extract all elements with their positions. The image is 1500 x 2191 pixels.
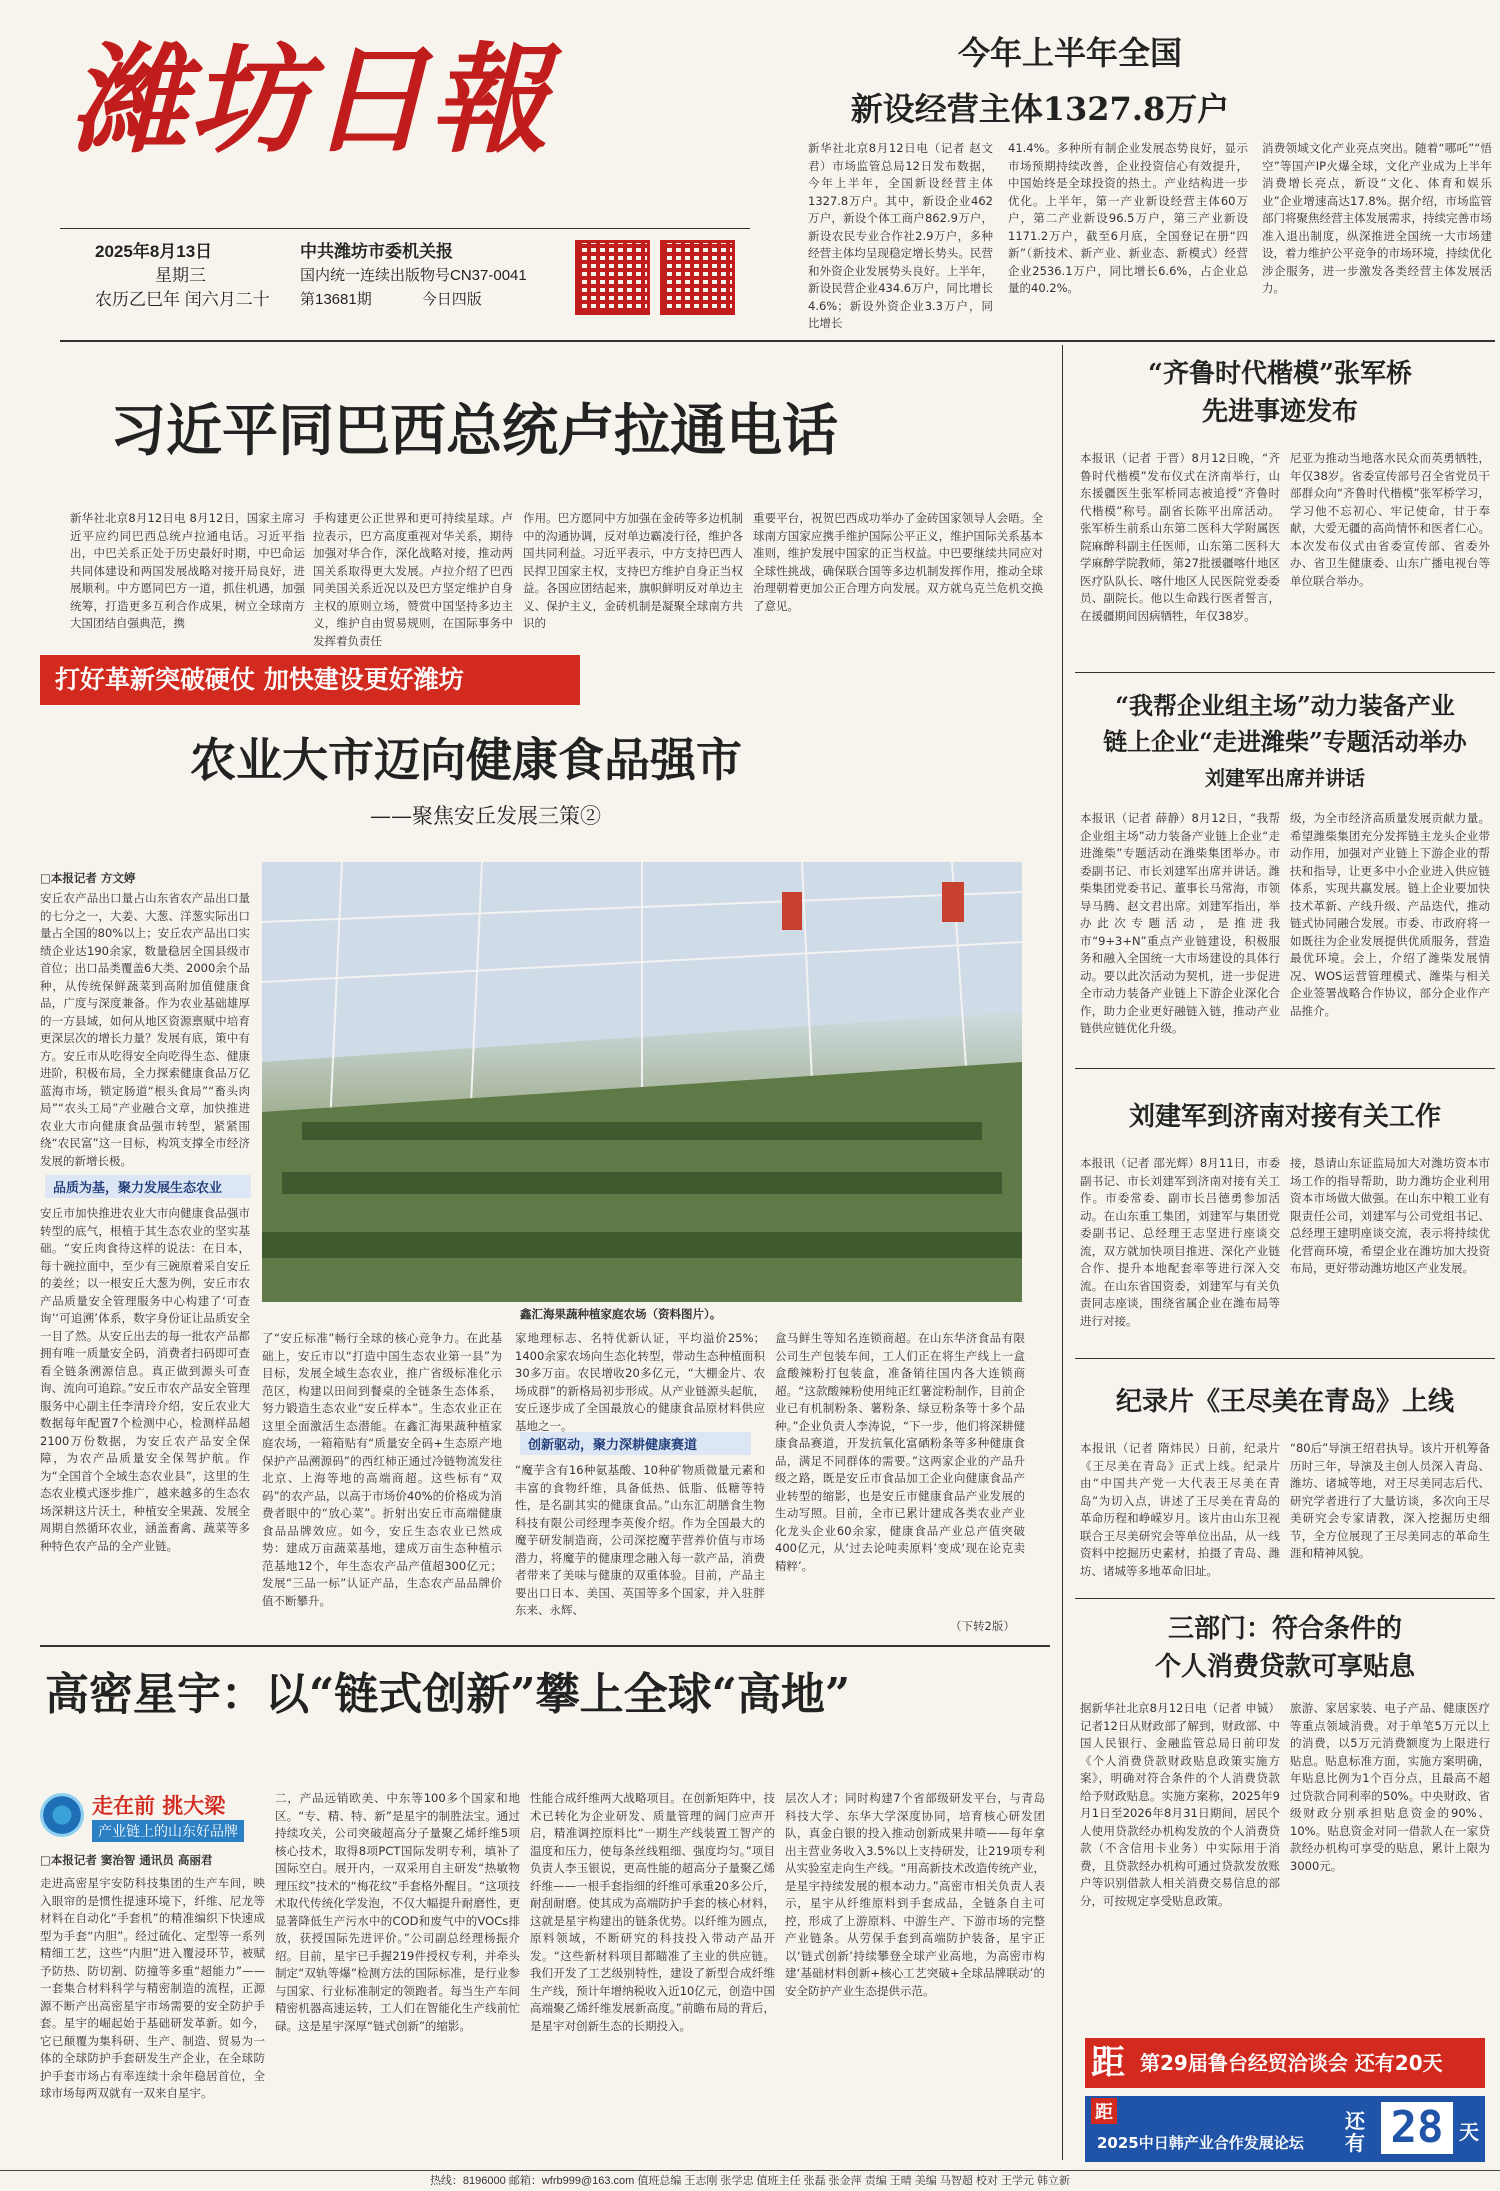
gaomi-story-title: 高密星宇：以“链式创新”攀上全球“高地”	[45, 1669, 851, 1720]
right-story-2-title-line2: 链上企业“走进潍柴”专题活动举办	[1103, 727, 1467, 756]
right-divider-3	[1075, 1358, 1495, 1359]
issue-org-block	[300, 240, 550, 312]
masthead-logo: 濰坊日報	[70, 30, 551, 169]
agri-story-byline: □本报记者 方文婷	[40, 871, 136, 885]
column-divider	[1062, 345, 1063, 2160]
campaign-banner-text: 打好革新突破硬仗 加快建设更好潍坊	[55, 665, 464, 694]
right-story-5-title-line1: 三部门：符合条件的	[1167, 1614, 1402, 1644]
ad-forum-unit: 天	[1459, 2120, 1479, 2144]
gaomi-badge-line1: 走在前 挑大梁	[92, 1794, 226, 1818]
right-story-3-title: 刘建军到济南对接有关工作	[1128, 1102, 1441, 1132]
top-story-col3: 消费领域文化产业亮点突出。随着“哪吒”“悟空”等国产IP火爆全球，文化产业成为上半年消费增长亮点，新设“文化、体育和娱乐业”企业增速高达17.8%。据介绍，市场监管部门将聚焦经营主体发展需求，持续完善市场准入退出制度，纵深推进全国统一大市场建设，着力维护公平竞争的市场环境，持续优化涉企服务，进一步激发各类经营主体发展活力。	[1262, 141, 1492, 295]
issue-weekday: 星期三	[155, 266, 206, 285]
top-divider	[60, 340, 1495, 342]
top-story-title	[800, 25, 1340, 137]
right-story-3-col2: 接，恳请山东证监局加大对潍坊资本市场工作的指导帮助，助力潍坊企业利用资本市场做大做强。在山东中粮工业有限责任公司，刘建军与公司党组书记、总经理王建明座谈交流，表示将持续优化营商环境，希望企业在潍坊加大投资布局，更好带动潍坊地区产业发展。	[1290, 1156, 1490, 1275]
ad-forum	[1085, 2096, 1485, 2162]
greenhouse-photo	[262, 862, 1022, 1302]
right-story-2-title-line1: “我帮企业组主场”动力装备产业	[1115, 691, 1455, 720]
gaomi-story-col3: 性能合成纤维两大战略项目。在创新矩阵中，技术已转化为企业研发、质量管理的阔门应声开启，精准调控原料比“一期生产线装置工智产的温度和压力，使每条丝线粗细、强度均匀。”项目负责人李玉银说，更高性能的超高分子量聚乙烯纤维——一根手套指细的纤维可承重20多公斤，耐刮耐磨。使其成为高端防护手套的核心材料，这就是星宇构建出的链条优势。以纤维为圆点，原料领域，不断研究的科技投入带动产品开发。“这些新材料项目都瞄准了主业的供应链。我们开发了工艺级别特性，建设了新型合成纤维生产线，预计年增纳税收入近10亿元，创造中国高端聚乙烯纤维发展新高度。”前瞻布局的背后，是星宇对创新生态的长期投入。	[530, 1791, 775, 2033]
gaomi-story-col1: 走进高密星宇安防科技集团的生产车间，映入眼帘的是惯性提速环境下，纤维、尼龙等材料在自动化“手套机”的精准编织下快速成型为手套“内胆”。经过硫化、定型等一系列精细工艺，这些“内胆”进入覆浸环节，被赋予防热、防切割、防撞等多重“超能力”——一套集合材料科学与精密制造的流程，正源源不断产出高密星宇市场需要的安全防护手套。星宇的崛起始于基础研发革新。如今，它已颠覆为集科研、生产、制造、贸易为一体的全球防护手套研发生产企业，在全球防护手套市场占有率连续十余年稳居首位，全球市场每两双就有一双来自星宇。	[40, 1876, 265, 2100]
issue-lunar: 农历乙巳年 闰六月二十	[95, 290, 270, 309]
page-footer: 热线：8196000 邮箱：wfrb999@163.com 值班总编 王志刚 张学忠 值班主任 张磊 张金萍 责编 王晴 美编 马智超 校对 王学元 韩立新	[0, 2170, 1500, 2191]
gaomi-story-col4: 层次人才；同时构建7个省部级研发平台，与青岛科技大学、东华大学深度协同，培育核心研发团队，真金白银的投入推动创新成果井喷——每年拿出主营业务收入3.5%以上支持研发，让219项专利从实验室走向生产线。“用高新技术改造传统产业，是星宇持续发展的根本动力。”高密市相关负责人表示，星宇从纤维原料到手套成品，全链条自主可控，形成了上游原料、中游生产、下游市场的完整产业链条。从劳保手套到高端防护装备，星宇正以‘链式创新’持续攀登全球产业高地，为高密市构建‘基础材料创新+核心工艺突破+全球品牌联动’的安全防护产业生态提供示范。	[785, 1791, 1045, 1998]
right-story-2-title-line3: 刘建军出席并讲话	[1205, 766, 1365, 790]
lead-story-col4: 重要平台，祝贺巴西成功举办了金砖国家领导人会晤。全球南方国家应携手维护国际公平正义，维护国际关系基本准则，维护发展中国家的正当权益。中巴要继续共同应对全球性挑战，确保联合国等多边机制发挥作用，推动全球治理朝着更加公正合理方向发展。双方就乌克兰危机交换了意见。	[753, 511, 1043, 613]
right-story-5-col2: 旅游、家居家装、电子产品、健康医疗等重点领域消费。对于单笔5万元以上的消费，以5万元消费额度为上限进行贴息。贴息标准方面，实施方案明确，年贴息比例为1个百分点，且最高不超过贷款合同利率的50%。中央财政、省级财政分别承担贴息资金的90%、10%。贴息资金对同一借款人在一家贷款经办机构可享受的贴息，累计上限为3000元。	[1290, 1701, 1490, 1873]
ad-trade-fair	[1085, 2038, 1485, 2088]
agri-story-col3: 家地理标志、名特优新认证，平均溢价25%；1400余家农场向生态化转型，带动生态种植面积30多万亩。农民增收20多亿元，“大棚金片、农场成群”的新格局初步形成。从产业链源头起航，安丘逐步成了全国最放心的健康食品原材料供应基地之一。	[515, 1331, 765, 1433]
photo-caption: 鑫汇海果蔬种植家庭农场（资料图片）。	[520, 1307, 722, 1321]
agri-story-continue: （下转2版）	[950, 1619, 1015, 1633]
issue-pages: 今日四版	[421, 291, 482, 308]
qr-code-left	[575, 240, 650, 315]
gaomi-badge-icon	[40, 1793, 84, 1837]
top-story-title-line2: 新设经营主体1327.8万户	[850, 90, 1230, 128]
ad-trade-fair-char: 距	[1091, 2043, 1125, 2083]
agri-story-col4: 盒马鲜生等知名连锁商超。在山东华济食品有限公司生产包装车间，工人们正在将生产线上一盒盒酸辣粉打包装盒，准备销往国内各大连锁商超。“这款酸辣粉使用纯正红薯淀粉制作，目前企业已有机制粉条、薯粉条、绿豆粉条等十多个品种。”企业负责人李涛说，“下一步，他们将深耕健康食品赛道，开发抗氧化富硒粉条等多种健康食品，满足不同群体的需要。”这两家企业的产品升级之路，既是安丘市食品加工企业向健康食品产业转型的缩影，也是安丘市健康食品产业发展的生动写照。目前，全市已累计建成各类农业产业化龙头企业60余家，健康食品产业总产值突破400亿元，从‘过去论吨卖原料’变成‘现在论克卖精粹’。	[775, 1331, 1025, 1573]
ad-forum-char: 距	[1091, 2098, 1117, 2124]
agri-story-col2: 了“安丘标准”畅行全球的核心竞争力。在此基础上，安丘市以“打造中国生态农业第一县”为目标，发展全域生态农业，推广省级标准化示范区，构建以田间到餐桌的全链条生态体系，努力锻造生态农业“安丘样本”。生态农业正在这里全面激活生态潜能。在鑫汇海果蔬种植家庭农场，一箱箱贴有“质量安全码+生态原产地保护产品溯源码”的西红柿正通过冷链物流发往北京、上海等地的高端商超。这些标有“双码”的农产品，以高于市场价40%的价格成为消费者眼中的“放心菜”。折射出安丘市高端健康食品品牌效应。如今，安丘生态农业已然成势：建成万亩蔬菜基地，建成万亩生态种植示范基地12个，年生态农产品产值超300亿元；发展“三品一标”认证产品，生态农产品品牌价值不断攀升。	[262, 1331, 502, 1608]
agri-story-subhead2: 创新驱动，聚力深耕健康赛道	[520, 1432, 751, 1455]
qr-code-right	[660, 240, 735, 315]
greenhouse-photo-art	[262, 862, 1022, 1302]
agri-story-col3b: “魔芋含有16种氨基酸、10种矿物质微量元素和丰富的食物纤维，具备低热、低脂、低糖等特性，是名副其实的健康食品。”山东汇胡膳食生物科技有限公司经理李英俊介绍。作为全国最大的魔芋研发制造商，公司深挖魔芋营养价值与市场潜力，将魔芋的健康理念融入每一款产品，消费者带来了美味与健康的双重体验。目前，产品主要出口日本、美国、英国等多个国家，并入驻胖东来、永辉、	[515, 1463, 765, 1617]
right-story-1-title-line2: 先进事迹发布	[1201, 397, 1358, 427]
top-story-title-line1: 今年上半年全国	[957, 34, 1182, 72]
right-story-4-col1: 本报讯（记者 隋炜民）日前，纪录片《王尽美在青岛》正式上线。纪录片由“中国共产党一大代表王尽美在青岛”为切入点，讲述了王尽美在青岛的革命历程和峥嵘岁月。该片由山东卫视联合王尽美研究会等单位出品，从一线资料中挖掘历史素材，拍摄了青岛、潍坊、诸城等多地革命旧址。	[1080, 1441, 1280, 1578]
right-divider-2	[1075, 1068, 1495, 1069]
right-story-3-col1: 本报讯（记者 邵光辉）8月11日，市委副书记、市长刘建军到济南对接有关工作。市委常委、副市长吕德勇参加活动。在山东重工集团，刘建军与集团党委副书记、总经理王志坚进行座谈交流，双方就加快项目推进、深化产业链合作、提升本地配套率等进行深入交流。在山东省国资委，刘建军与有关负责同志座谈，围绕省属企业在潍布局等进行对接。	[1080, 1156, 1280, 1328]
issue-date-block	[95, 240, 270, 312]
right-story-5-col1: 据新华社北京8月12日电（记者 申铖）记者12日从财政部了解到，财政部、中国人民银行、金融监管总局日前印发《个人消费贷款财政贴息政策实施方案》，明确对符合条件的个人消费贷款给予财政贴息。实施方案称，2025年9月1日至2026年8月31日期间，居民个人使用贷款经办机构发放的个人消费贷款（不含信用卡业务）中实际用于消费，且贷款经办机构可通过贷款发放账户等识别借款人相关消费交易信息的部分，可按规定享受贴息政策。	[1080, 1701, 1280, 1908]
right-story-1-title	[1075, 355, 1485, 431]
gaomi-story-byline: □本报记者 窦治智 通讯员 高丽君	[40, 1853, 213, 1867]
agri-story-title: 农业大市迈向健康食品强市	[190, 733, 742, 787]
right-story-4-col2: “80后”导演王绍君执导。该片开机筹备历时三年，导演及主创人员深入青岛、潍坊、诸城等地，对王尽美同志后代、研究学者进行了大量访谈，多次向王尽美研究会专家请教，深入挖掘历史细节，全方位展现了王尽美同志的革命生涯和精神风貌。	[1290, 1441, 1490, 1560]
right-story-2-col1: 本报讯（记者 薛静）8月12日，“我帮企业组主场”动力装备产业链上企业“走进潍柴”专题活动在潍柴集团举办。市委副书记、市长刘建军出席并讲话。潍柴集团党委书记、董事长马常海，市领导马腾、赵文君出席。刘建军指出，举办此次专题活动，是推进我市“9+3+N”重点产业链建设，积极服务和融入全国统一大市场建设的具体行动。要以此次活动为契机，进一步促进全市动力装备产业链上下游企业深化合作，助力企业更好融链入链，推动产业链供应链优化升级。	[1080, 811, 1280, 1035]
right-story-2-col2: 级，为全市经济高质量发展贡献力量。希望潍柴集团充分发挥链主龙头企业带动作用，加强对产业链上下游企业的帮扶和指导，让更多中小企业进入供应链体系，实现共赢发展。链上企业要加快技术革新、产线升级、产品迭代，推动链式协同融合发展。市委、市政府将一如既往为企业发展提供优质服务，营造最优环境。会上，介绍了潍柴发展情况、WOS运营管理模式、潍柴与相关企业签署战略合作协议，部分企业作产品推介。	[1290, 811, 1490, 1018]
lead-story-title: 习近平同巴西总统卢拉通电话	[110, 398, 838, 464]
issue-cn: 国内统一连续出版物号CN37-0041	[300, 267, 527, 284]
issue-org: 中共潍坊市委机关报	[300, 242, 453, 261]
issue-number: 第13681期	[300, 291, 372, 308]
right-divider-1	[1075, 672, 1495, 673]
issue-date: 2025年8月13日	[95, 242, 213, 261]
campaign-banner	[40, 655, 580, 705]
right-story-1-title-line1: “齐鲁时代楷模”张军桥	[1148, 359, 1412, 389]
gaomi-story-col2: 二，产品远销欧美、中东等100多个国家和地区。“专、精、特、新”是星宇的制胜法宝。通过持续攻关，公司突破超高分子量聚乙烯纤维5项核心技术，取得8项PCT国际发明专利，填补了国际空白。展开内，一双采用自主研发“热敏物理压纹”技术的“梅花纹”手套格外醒目。“这项技术取代传统化学发泡，不仅大幅提升耐磨性，更显著降低生产污水中的COD和废气中的VOCs排放，获授国际先进评价。”公司副总经理杨振介绍。目前，星宇已手握219件授权专利，并牵头制定“双轨等爆”检测方法的国际标准，是行业参与国家、行业标准制定的领跑者。每当生产车间精密机器高速运转，工人们在智能化生产线前忙碌。这是星宇深厚“链式创新”的缩影。	[275, 1791, 520, 2033]
agri-story-subhead1: 品质为基，聚力发展生态农业	[45, 1175, 251, 1198]
right-story-4-title: 纪录片《王尽美在青岛》上线	[1115, 1387, 1454, 1417]
mid-divider	[40, 1645, 1050, 1647]
right-story-5-title	[1075, 1610, 1495, 1686]
lead-story-col2: 手构建更公正世界和更可持续星球。卢拉表示，巴方高度重视对华关系，期待加强对华合作，深化战略对接，推动两国关系取得更大发展。卢拉介绍了巴西同美国关系近况以及巴方坚定维护自身主权的原则立场，赞赏中国坚持多边主义，维护自由贸易规则，在国际事务中发挥着负责任	[313, 511, 513, 648]
ad-forum-text: 2025中日韩产业合作发展论坛	[1097, 2134, 1304, 2152]
top-story-col1: 新华社北京8月12日电（记者 赵文君）市场监管总局12日发布数据，今年上半年，全国新设经营主体1327.8万户。其中，新设企业462万户，新设个体工商户862.9万户，新设农民专业合作社2.9万户，多种经营主体均呈现稳定增长势头。民营和外资企业发展势头良好。上半年，新设民营企业434.6万户，同比增长4.6%；新设外资企业3.3万户，同比增长	[808, 141, 993, 330]
ad-trade-fair-text: 第29届鲁台经贸洽谈会 还有20天	[1140, 2051, 1443, 2075]
lead-story-col1: 新华社北京8月12日电 8月12日，国家主席习近平应约同巴西总统卢拉通电话。习近平指出，中巴关系正处于历史最好时期，中巴命运共同体建设和两国发展战略对接开局良好，进展顺利。中方愿同巴方一道，抓住机遇，加强统筹，打造更多互利合作成果，树立全球南方大国团结自强典范，携	[70, 511, 305, 630]
lead-story-col3: 作用。巴方愿同中方加强在金砖等多边机制中的沟通协调，反对单边霸凌行径，维护各国共同利益。习近平表示，中方支持巴西人民捍卫国家主权，支持巴方维护自身正当权益。各国应团结起来，旗帜鲜明反对单边主义、保护主义，金砖机制是凝聚全球南方共识的	[523, 511, 743, 630]
right-divider-4	[1075, 1598, 1495, 1599]
right-story-1-col2: 尼亚为推动当地落水民众而英勇牺牲，年仅38岁。省委宣传部号召全省党员干部群众向“齐鲁时代楷模”张军桥学习，学习他不忘初心、牢记使命，甘于奉献，大爱无疆的高尚情怀和医者仁心。本次发布仪式由省委宣传部、省委外办、省卫生健康委、山东广播电视台等单位联合举办。	[1290, 451, 1490, 588]
gaomi-badge	[40, 1790, 270, 1845]
right-story-2-title	[1075, 688, 1495, 796]
agri-story-subtitle: ——聚焦安丘发展三策②	[370, 804, 601, 828]
agri-story-col1b: 安丘市加快推进农业大市向健康食品强市转型的底气，根植于其生态农业的坚实基础。“安丘肉食待这样的说法：在日本，每十碗拉面中，至少有三碗原着采自安丘的姜丝；以一根安丘大葱为例，安丘市农产品质量安全管理服务中心构建了‘可查询’‘可追溯’体系，数字身份证让品质安全一目了然。从安丘出去的每一批农产品都拥有唯一质量安全码，消费者扫码即可查看全链条溯源信息。真正做到源头可查询、流向可追踪。”安丘市农产品安全管理服务中心副主任李清玲介绍，安丘农业大数据每年配置7个检测中心，检测样品超2100万份数据，为安丘农产品安全保障，为农产品质量安全保驾护航。作为“全国首个全域生态农业县”，这里的生态农业模式逐步推广，越来越多的生态农场深耕这片沃土，种植安全果蔬、发展全周期自然循环农业，涵盖畜禽、蔬菜等多种特色农产品的全产业链。	[40, 1206, 250, 1553]
masthead-divider	[60, 228, 750, 229]
top-story-col2: 41.4%。多种所有制企业发展态势良好，显示市场预期持续改善，企业投资信心有效提升，中国始终是全球投资的热土。产业结构进一步优化。上半年，第一产业新设经营主体60万户，第二产业新设96.5万户，第三产业新设1171.2万户，截至6月底，全国登记在册“四新”（新技术、新产业、新业态、新模式）经营企业2536.1万户，同比增长6.6%，占企业总量的40.2%。	[1008, 141, 1248, 295]
gaomi-badge-line2: 产业链上的山东好品牌	[92, 1820, 244, 1842]
right-story-5-title-line2: 个人消费贷款可享贴息	[1154, 1652, 1415, 1682]
right-story-1-col1: 本报讯（记者 于晋）8月12日晚，“齐鲁时代楷模”发布仪式在济南举行，山东援疆医生张军桥同志被追授“齐鲁时代楷模”称号。副省长陈平出席活动。张军桥生前系山东第二医科大学附属医院麻醉科副主任医师，山东第二医科大学麻醉学院教师，第27批援疆喀什地区医疗队队长、喀什地区人民医院党委委员、副院长。他以生命践行医者誓言，在援疆期间因病牺牲，年仅38岁。	[1080, 451, 1280, 623]
ad-forum-still: 还有	[1345, 2109, 1365, 2155]
ad-forum-days: 28	[1381, 2102, 1453, 2154]
agri-story-col1: 安丘农产品出口量占山东省农产品出口量的七分之一，大姜、大葱、洋葱实际出口量占全国的80%以上；安丘农产品出口实绩企业达190余家，数量稳居全国县级市首位；出口品类覆盖6大类、2000余个品种，从传统保鲜蔬菜到高附加值健康食品，广度与深度兼备。作为农业基础雄厚的一方县域，如何从地区资源禀赋中培育更深层次的增长力量？发展有底，策中有方。安丘市从吃得安全向吃得生态、健康进阶，积极布局，全力探索健康食品万亿蓝海市场，锁定肠道“根头食局”“畜头肉局”“农头工局”产业融合文章，加快推进农业大市向健康食品强市转型，紧紧围绕“农民富”这一目标，构筑支撑全市经济发展的新增长极。	[40, 891, 250, 1168]
